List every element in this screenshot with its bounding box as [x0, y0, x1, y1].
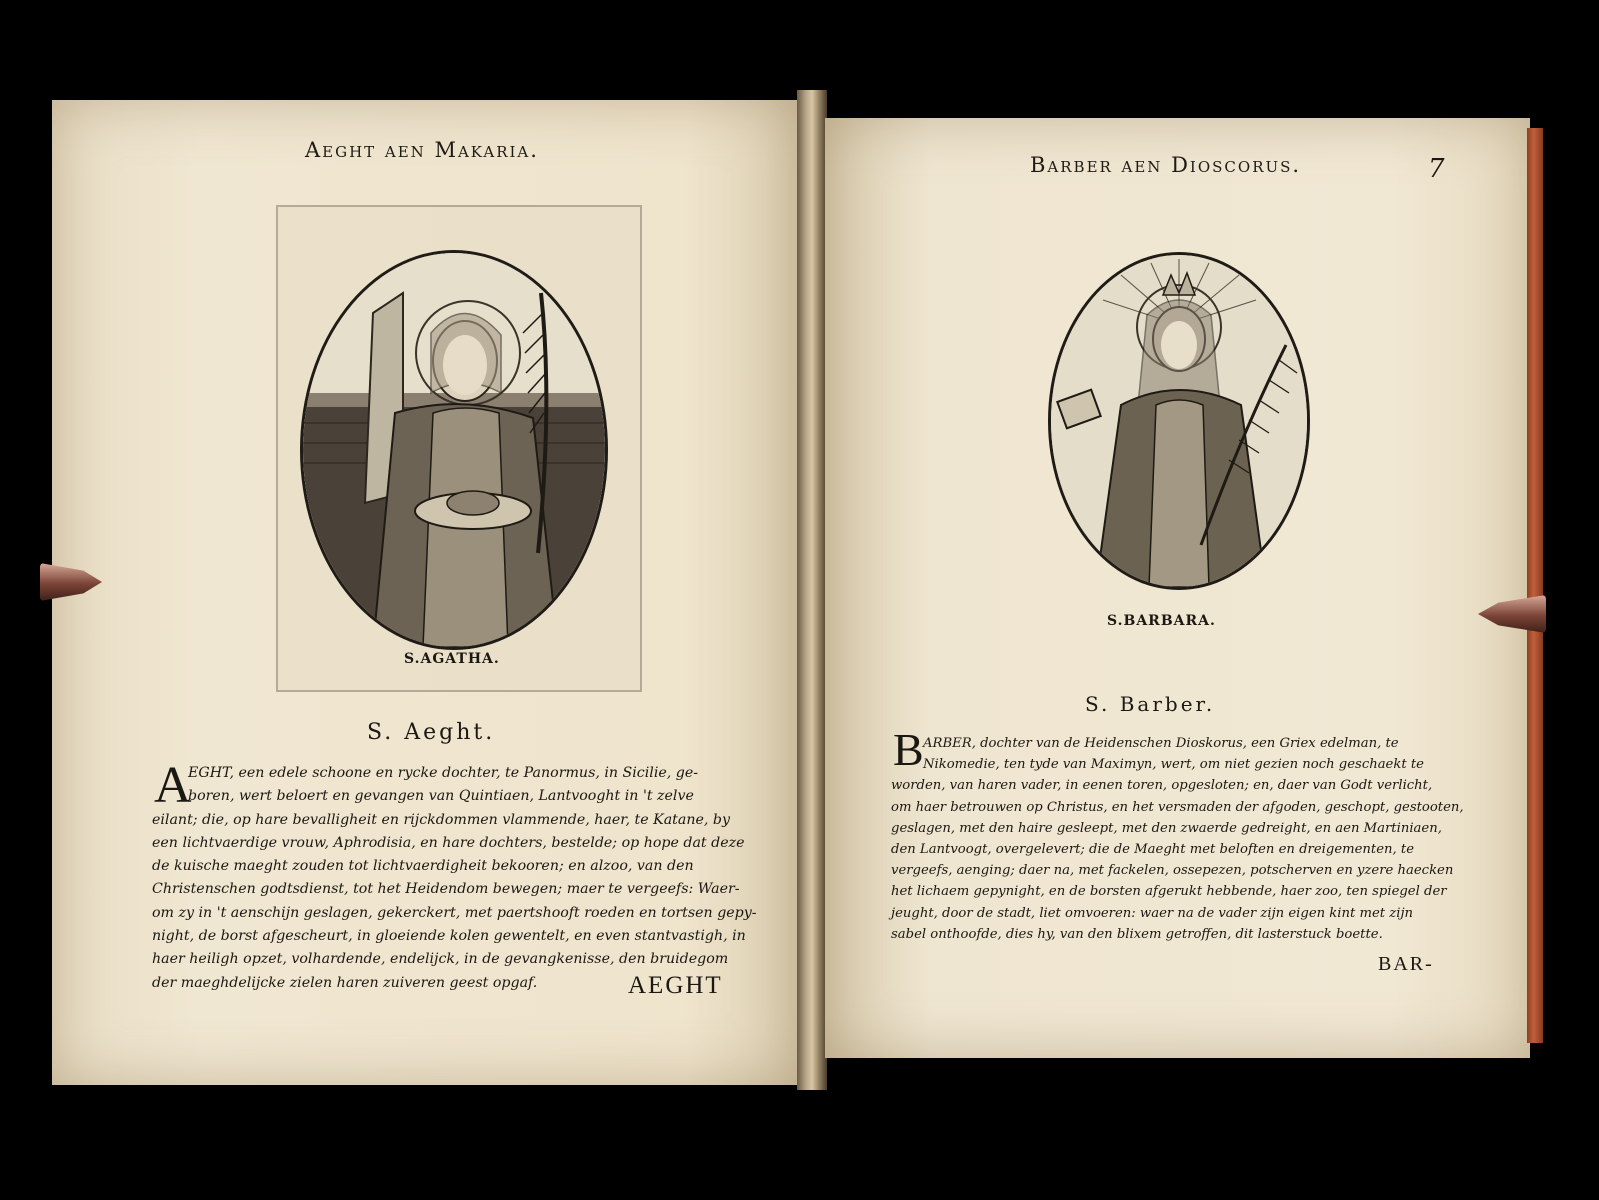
left-body-line: boren, wert beloert en gevangen van Quintiaen, Lantvooght in 't zelve — [188, 788, 694, 805]
right-body-line: geslagen, met den haire gesleept, met den zwaerde gedreight, en aen Martiniaen, — [891, 820, 1442, 836]
agatha-engraving — [300, 250, 608, 650]
book-gutter — [797, 90, 827, 1090]
left-body-line: EGHT, een edele schoone en rycke dochter, te Panormus, in Sicilie, ge- — [188, 765, 699, 781]
left-running-head: Aeght aen Makaria. — [305, 138, 539, 162]
agatha-figure-image — [303, 253, 605, 647]
right-section-title: S. Barber. — [1085, 692, 1216, 716]
right-catchword: BAR- — [1378, 953, 1434, 975]
right-body-text — [891, 733, 1464, 945]
barbara-figure-image — [1051, 255, 1307, 587]
left-plate-caption: S.AGATHA. — [404, 651, 500, 667]
barbara-engraving — [1048, 252, 1310, 590]
right-body-line: jeught, door de stadt, liet omvoeren: waer na de vader zijn eigen kint met zijn — [891, 905, 1414, 921]
left-body-line: Christenschen godtsdienst, tot het Heidendom bewegen; maer te vergeefs: Waer- — [152, 881, 740, 898]
right-drop-cap: B — [893, 724, 924, 775]
left-body-line: een lichtvaerdige vrouw, Aphrodisia, en hare dochters, bestelde; op hope dat deze — [152, 834, 745, 851]
left-body-line: der maeghdelijcke zielen haren zuiveren geest opgaf. — [152, 974, 538, 991]
left-body-line: de kuische maeght zouden tot lichtvaerdigheit bekooren; en alzoo, van den — [152, 858, 694, 875]
left-ghost-print — [640, 140, 652, 174]
right-body-line: Nikomedie, ten tyde van Maximyn, wert, om niet gezien noch geschaekt te — [923, 757, 1424, 773]
right-body-line: ARBER, dochter van de Heidenschen Dioskorus, een Griex edelman, te — [923, 736, 1399, 751]
left-body-line: haer heiligh opzet, volhardende, endelijck, in de gevangkenisse, den bruidegom — [152, 951, 729, 968]
left-section-title: S. Aeght. — [367, 720, 496, 745]
right-running-head: Barber aen Dioscorus. — [1030, 153, 1302, 177]
right-body-line: om haer betrouwen op Christus, en het versmaden der afgoden, geschopt, gestooten, — [891, 799, 1464, 815]
right-plate-caption: S.BARBARA. — [1107, 613, 1216, 629]
left-drop-cap: A — [154, 757, 192, 814]
right-body-line: den Lantvoogt, overgelevert; die de Maeght met beloften en dreigementen, te — [891, 842, 1415, 858]
left-body-line: om zy in 't aenschijn geslagen, gekerckert, met paertshooft roeden en tortsen gepy- — [152, 904, 757, 921]
right-body-line: worden, van haren vader, in eenen toren, opgesloten; en, daer van Godt verlicht, — [891, 778, 1433, 794]
right-body-line: het lichaem gepynight, en de borsten afgerukt hebbende, haer zoo, ten spiegel der — [891, 884, 1447, 900]
left-body-text — [152, 757, 757, 995]
left-catchword: AEGHT — [628, 972, 723, 999]
right-page-number: 7 — [1428, 154, 1445, 184]
left-body-line: eilant; die, op hare bevalligheit en rijckdommen vlammende, haer, te Katane, by — [152, 811, 730, 828]
right-body-line: sabel onthoofde, dies hy, van den blixem getroffen, dit lasterstuck boette. — [891, 926, 1383, 942]
left-body-line: night, de borst afgescheurt, in gloeiende kolen gewentelt, en even stantvastigh, in — [152, 928, 746, 945]
right-body-line: vergeefs, aenging; daer na, met fackelen, ossepezen, potscherven en yzere haecken — [891, 863, 1454, 879]
red-page-edge — [1527, 128, 1543, 1043]
